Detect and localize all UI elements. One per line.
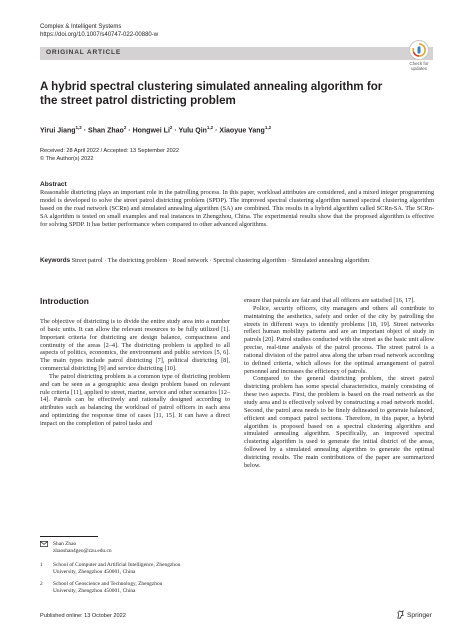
check-for-updates-badge[interactable] xyxy=(404,40,434,78)
author-name[interactable]: Yulu Qin xyxy=(178,127,207,135)
keywords-label: Keywords xyxy=(40,257,71,264)
received-accepted: Received: 28 April 2022 / Accepted: 13 September 2022 xyxy=(40,148,180,154)
paper-title: A hybrid spectral clustering simulated annealing algorithm for the street patrol districting problem xyxy=(40,80,383,107)
abstract-heading: Abstract xyxy=(40,181,67,188)
check-for-updates-icon xyxy=(409,40,429,60)
article-dates xyxy=(40,148,179,163)
affiliation-2: 2 School of Geoscience and Technology, Zhengzhou University, Zhengzhou 450001, China xyxy=(40,581,163,594)
doi-link[interactable]: https://doi.org/10.1007/s40747-022-00880-w xyxy=(40,32,159,38)
affiliation-marker: 1,2 xyxy=(264,125,272,130)
keywords xyxy=(40,257,434,265)
body-column-right xyxy=(244,297,434,470)
author-name[interactable]: Shan Zhao xyxy=(88,127,124,135)
paragraph: ensure that patrols are fair and that all officers are satisfied [16, 17]. xyxy=(244,297,415,304)
journal-header xyxy=(40,23,158,39)
springer-horse-icon xyxy=(396,610,405,621)
author-name[interactable]: Xiaoyue Yang xyxy=(219,127,265,135)
affiliation-1: 1 School of Computer and Artificial Intelligence, Zhengzhou University, Zhengzhou 450001, China xyxy=(40,562,181,575)
publisher-name: Springer xyxy=(407,612,432,619)
copyright: © The Author(s) 2022 xyxy=(40,155,94,162)
publisher-logo xyxy=(396,610,432,621)
affiliation-marker: 1,2 xyxy=(206,125,214,130)
paragraph: Compared to the general districting problem, the street patrol districting problem has some special characteristics, mainly consisting of these two aspects. First, the problem is based on the road network as the study area and is effectively solved by constructing a road network model. Second, the patrol area needs to be finely delineated to generate balanced, efficient and compact patrol sections. Therefore, in this paper, a hybrid algorithm is proposed based on a spectral clustering algorithm and simulated annealing algorithm. Specifically, an improved spectral clustering algorithm is used to generate the initial district of the areas, followed by a simulated annealing algorithm to generate the optimal districting results. The main contributions of the paper are summarized below. xyxy=(244,375,434,469)
paragraph: Police, security officers, city managers and others all contribute to maintaining the aesthetics, safety and order of the city by patrolling the streets in different ways to identify problems [18, 19]. Street networks reflect human mobility patterns and are an important object of study in patrols [20]. Patrol studies conducted with the street as the basic unit allow precise, real-time analysis of the patrol process. The street patrol is a rational division of the patrol area along the urban road network according to defined criteria, which allows for the optimal arrangement of patrol personnel and increases the efficiency of patrols. xyxy=(244,304,434,375)
article-type-banner xyxy=(40,47,433,60)
article-type: ORIGINAL ARTICLE xyxy=(46,49,122,56)
footnote-divider xyxy=(40,536,98,537)
corresponding-name: Shan Zhao xyxy=(53,541,77,547)
abstract-text: Reasonable districting plays an important role in the patrolling process. In this paper, workload attributes are considered, and a mixed integer programming model is developed to solve the street patrol districting problem (SPDP). The improved spectral clustering algorithm named spectral clustering algorithm based on the road network (SCRn) and simulated annealing algorithm (SA) are combined. This results in a hybrid algorithm called SCRn-SA. The SCRn-SA algorithm is tested on small examples and real instances in Zhengzhou, China. The experimental results show that the proposed algorithm is effective for solving SPDP. It has better performance when compared to other advanced algorithms. xyxy=(40,189,434,228)
check-for-updates-label: Check for updates xyxy=(409,61,429,71)
corresponding-author-note xyxy=(40,541,230,555)
paragraph: The objective of districting is to divide the entire study area into a number of basic units. It can allow the relevant resources to be fully utilized [1]. Important criteria for districting are design balance, compactness and continuity of the areas [2–4]. The districting problem is applied to all aspects of politics, economics, the environment and public services [5, 6]. The main types include patrol districting [7], political districting [8], commercial districting [9] and service districting [10]. xyxy=(40,318,230,373)
author-name[interactable]: Hongwei Li xyxy=(132,127,170,135)
affiliation-marker: 2 xyxy=(169,125,173,130)
author-name[interactable]: Yirui Jiang xyxy=(40,127,76,135)
author-list: Yirui Jiang$^{1,2}$ · Shan Zhao$^2$ · Hongwei $Li^2$ · Yulu Qin$^{1,2}$ · Xiaoyue Yang$^{1,2}$ xyxy=(40,125,272,135)
affiliation-marker: 1,2 xyxy=(75,125,82,130)
journal-name: Complex & Intelligent Systems xyxy=(40,24,122,30)
corresponding-email[interactable]: zhaoshan4geo@zzu.edu.cn xyxy=(53,547,112,554)
published-online: Published online: 13 October 2022 xyxy=(40,613,126,619)
body-column-left xyxy=(40,318,230,428)
section-heading-introduction: Introduction xyxy=(40,296,89,306)
email-icon xyxy=(40,541,52,550)
paragraph: The patrol districting problem is a common type of districting problem and can be seen as a geographic area design problem based on relevant rule criteria [11], applied to street, marine, service and other scenarios [12–14]. Patrols can be effectively and rationally designed according to attributes such as balancing the workload of patrol officers in each area and optimizing the response time of cases [11, 15]. It can have a direct impact on the completion of patrol tasks and xyxy=(40,372,230,427)
keywords-text: Street patrol · The districting problem · Road network · Spectral clustering algorithm · Simulated annealing algorithm xyxy=(70,257,370,264)
affiliation-marker: 2 xyxy=(123,125,127,130)
